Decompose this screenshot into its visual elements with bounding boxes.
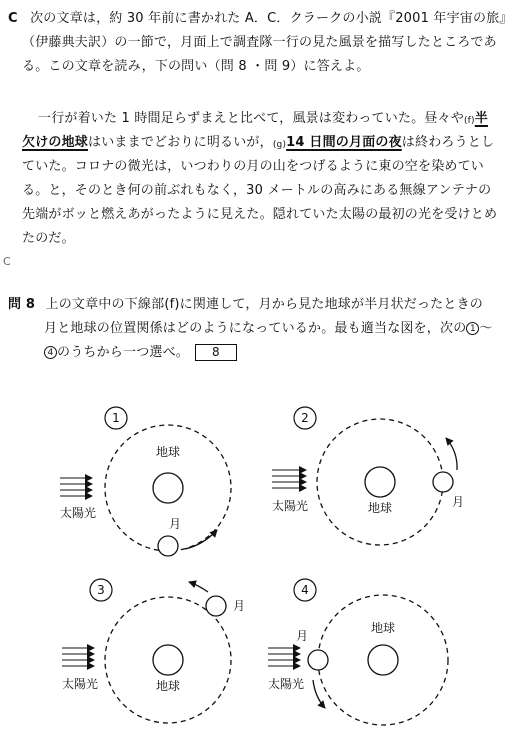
- diagram-4-earth: [368, 645, 398, 675]
- diagram-1-moon: [158, 536, 178, 556]
- passage-line-6: たのだ。: [22, 231, 75, 246]
- passage-line-1-text: 一行が着いた 1 時間足らずまえと比べて，風景は変わっていた。昼々や: [38, 111, 464, 126]
- diagram-4-moon: [308, 650, 328, 670]
- diagram-3-earth: [153, 645, 183, 675]
- diagram-2-sunlight-label: 太陽光: [272, 499, 309, 513]
- passage-line-2-mid: はいままでどおりに明るいが，: [88, 135, 273, 150]
- tilde: 〜: [479, 321, 493, 336]
- diagram-4-number: 4: [301, 583, 309, 597]
- question-text-2: 月と地球の位置関係はどのようになっているか。最も適当な図を，次の: [44, 321, 467, 336]
- underline-label-f: (f): [463, 116, 475, 126]
- diagram-1-number: 1: [112, 411, 120, 425]
- diagram-4-sunlight-label: 太陽光: [268, 677, 305, 691]
- question-text-3: のうちから一つ選べ。: [57, 345, 190, 360]
- diagram-3-sunlight-label: 太陽光: [62, 677, 99, 691]
- diagram-4[interactable]: [268, 579, 448, 725]
- underline-label-g: (g): [272, 140, 287, 150]
- diagram-3-moon-label: 月: [233, 599, 246, 613]
- diagram-2-sunlight-arrows: [272, 470, 306, 488]
- diagram-2-number: 2: [301, 411, 309, 425]
- answer-box[interactable]: 8: [195, 344, 237, 361]
- diagram-2-moon-label: 月: [452, 495, 465, 509]
- passage-line-5: 先端がボッと燃えあがったように見えた。隠れていた太陽の最初の光を受けとめ: [22, 207, 498, 222]
- intro-line-2: （伊藤典夫訳）の一節で，月面上で調査隊一行の見た風景を描写したところであ: [22, 35, 497, 50]
- question-number: 問 8: [8, 297, 36, 312]
- diagram-4-moon-label: 月: [296, 629, 309, 643]
- diagram-2[interactable]: [272, 407, 464, 545]
- diagram-1[interactable]: [60, 407, 231, 556]
- diagram-1-sunlight-label: 太陽光: [60, 506, 97, 520]
- passage-line-2-end: は終わろうとし: [401, 135, 495, 150]
- diagram-1-moon-label: 月: [168, 517, 182, 531]
- diagram-3-number: 3: [97, 583, 105, 597]
- diagram-4-earth-label: 地球: [370, 621, 396, 635]
- passage-line-4: る。と，そのとき何の前ぶれもなく，30 メートルの高みにある無線アンテナの: [22, 183, 492, 198]
- diagram-3-motion-arrow: [189, 582, 208, 592]
- underline-f-part1: 半: [474, 111, 488, 126]
- diagram-3[interactable]: [62, 579, 245, 723]
- section-letter: C: [8, 11, 18, 26]
- diagram-4-sunlight-arrows: [268, 648, 300, 666]
- question-text-1: 上の文章中の下線部(f)に関連して，月から見た地球が半月状だったときの: [45, 297, 483, 312]
- diagram-4-motion-arrow: [313, 680, 325, 708]
- diagram-2-earth: [365, 467, 395, 497]
- diagram-2-moon: [433, 472, 453, 492]
- diagram-3-moon: [206, 596, 226, 616]
- diagram-3-sunlight-arrows: [62, 648, 94, 666]
- choice-4-marker: 4: [44, 346, 57, 359]
- intro-text-1: 次の文章は，約 30 年前に書かれた A．C．クラークの小説『2001 年宇宙の旅』: [30, 11, 513, 26]
- choice-1-marker: 1: [466, 322, 479, 335]
- passage-line-3: ていた。コロナの微光は，いつわりの月の山をつげるように東の空を染めてい: [22, 159, 485, 174]
- intro-line-3: る。この文章を読み，下の問い（問 8 ・問 9）に答えよ。: [22, 59, 370, 74]
- diagram-1-earth-label: 地球: [155, 445, 181, 459]
- diagram-1-earth: [153, 473, 183, 503]
- diagram-3-earth-label: 地球: [155, 679, 181, 693]
- diagram-2-earth-label: 地球: [367, 501, 393, 515]
- underline-f-part2: 欠けの地球: [22, 135, 89, 150]
- underline-g: 14 日間の月面の夜: [286, 135, 402, 150]
- margin-mark: C: [3, 255, 11, 268]
- diagram-1-sunlight-arrows: [60, 478, 92, 496]
- diagram-2-motion-arrow: [446, 438, 457, 470]
